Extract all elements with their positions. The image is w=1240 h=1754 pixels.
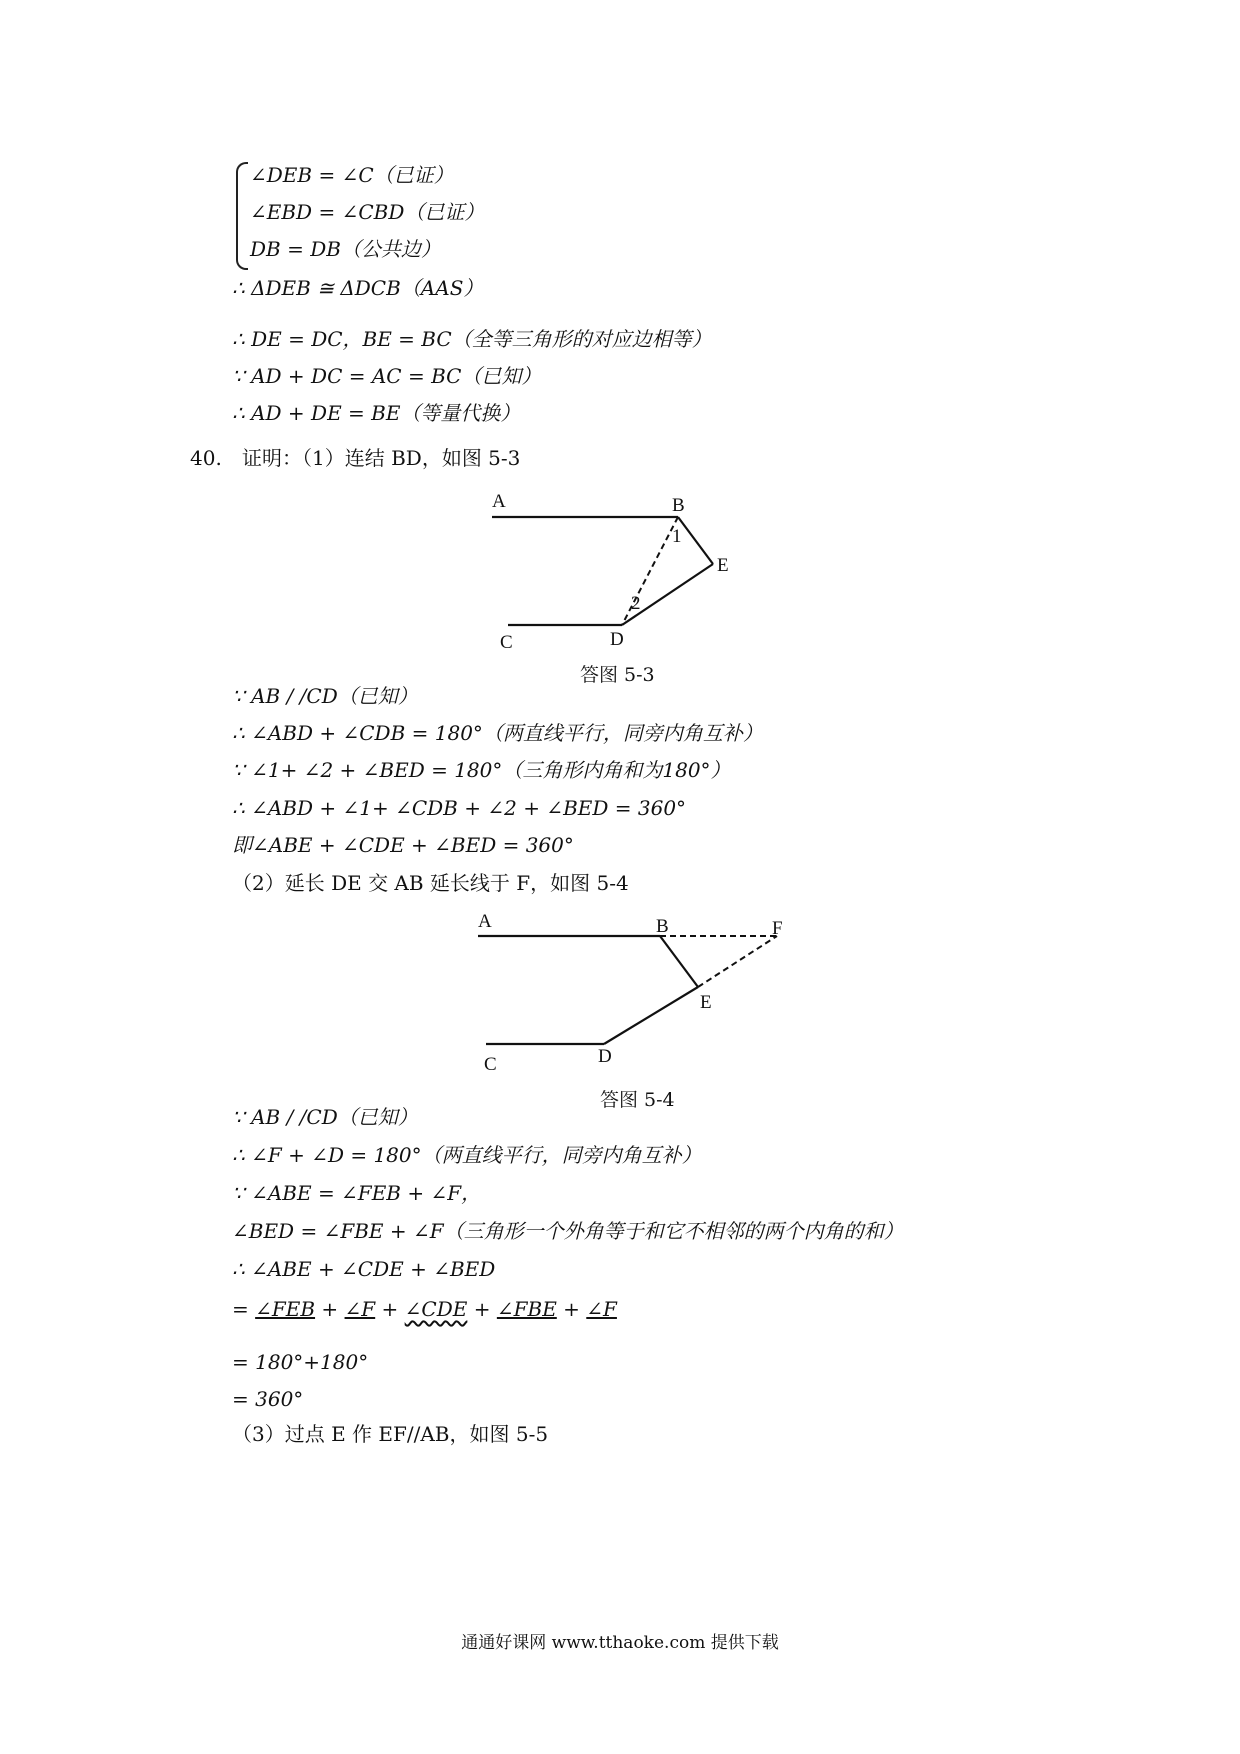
- left-brace: [236, 162, 248, 270]
- label-d: D: [610, 629, 624, 650]
- sum-plus-4: +: [563, 1297, 580, 1321]
- brace-line-2: ∠EBD = ∠CBD（已证）: [250, 200, 485, 224]
- part2-line-1: ∵ AB / /CD（已知）: [232, 1105, 418, 1129]
- part2-line-4: ∠BED = ∠FBE + ∠F（三角形一个外角等于和它不相邻的两个内角的和）: [232, 1219, 904, 1243]
- figure-5-3: [480, 485, 740, 655]
- part1-heading: 证明：（1）连结 BD，如图 5-3: [242, 446, 521, 470]
- final-line-1: = 180°+180°: [232, 1350, 369, 1374]
- part3-heading: （3）过点 E 作 EF//AB，如图 5-5: [232, 1422, 549, 1446]
- sum-term-4: ∠FBE: [496, 1297, 557, 1321]
- label-a: A: [478, 911, 492, 932]
- part2-line-5: ∴ ∠ABE + ∠CDE + ∠BED: [232, 1257, 496, 1281]
- label-angle-2: 2: [631, 593, 641, 614]
- line-ed: [604, 987, 698, 1044]
- label-e: E: [717, 555, 729, 576]
- label-e: E: [700, 992, 712, 1013]
- line-ef-dashed: [698, 936, 777, 987]
- sum-term-1: ∠FEB: [255, 1297, 316, 1321]
- sum-term-2: ∠F: [344, 1297, 376, 1321]
- line-be: [660, 936, 698, 987]
- sum-plus-2: +: [381, 1297, 399, 1321]
- sum-eq: =: [232, 1297, 249, 1321]
- label-a: A: [492, 491, 506, 512]
- part1-line-5: 即∠ABE + ∠CDE + ∠BED = 360°: [232, 833, 574, 857]
- sum-line: [232, 1296, 617, 1322]
- sum-plus-3: +: [473, 1297, 491, 1321]
- line-be: [678, 517, 713, 564]
- footer-text: 通通好课网 www.tthaoke.com 提供下载: [461, 1633, 779, 1653]
- figure-5-4: [470, 910, 800, 1080]
- question-number: 40.: [190, 446, 222, 470]
- congruence-conclusion: ∴ ΔDEB ≅ ΔDCB（AAS）: [232, 276, 484, 300]
- caption-fig-5-4: 答图 5-4: [600, 1089, 675, 1111]
- brace-line-1: ∠DEB = ∠C（已证）: [250, 163, 454, 187]
- part1-line-1: ∵ AB / /CD（已知）: [232, 684, 418, 708]
- part2-heading: （2）延长 DE 交 AB 延长线于 F，如图 5-4: [232, 871, 629, 895]
- label-d: D: [598, 1046, 612, 1067]
- label-c: C: [484, 1054, 497, 1075]
- label-c: C: [500, 632, 513, 653]
- label-b: B: [672, 495, 685, 516]
- sum-plus-1: +: [321, 1297, 339, 1321]
- proof-line-1: ∴ DE = DC，BE = BC（全等三角形的对应边相等）: [232, 327, 712, 351]
- proof-line-3: ∴ AD + DE = BE（等量代换）: [232, 401, 521, 425]
- brace-line-3: DB = DB（公共边）: [250, 237, 441, 261]
- label-f: F: [772, 918, 783, 939]
- part1-line-4: ∴ ∠ABD + ∠1+ ∠CDB + ∠2 + ∠BED = 360°: [232, 796, 687, 820]
- final-line-2: = 360°: [232, 1387, 304, 1411]
- label-b: B: [656, 916, 669, 937]
- sum-term-3: ∠CDE: [404, 1297, 468, 1321]
- sum-term-5: ∠F: [586, 1297, 617, 1321]
- caption-fig-5-3: 答图 5-3: [580, 664, 655, 686]
- part2-line-3: ∵ ∠ABE = ∠FEB + ∠F，: [232, 1181, 482, 1205]
- part1-line-2: ∴ ∠ABD + ∠CDB = 180°（两直线平行，同旁内角互补）: [232, 721, 763, 745]
- label-angle-1: 1: [672, 526, 682, 547]
- part1-line-3: ∵ ∠1+ ∠2 + ∠BED = 180°（三角形内角和为180°）: [232, 758, 731, 782]
- part2-line-2: ∴ ∠F + ∠D = 180°（两直线平行，同旁内角互补）: [232, 1143, 702, 1167]
- proof-line-2: ∵ AD + DC = AC = BC（已知）: [232, 364, 542, 388]
